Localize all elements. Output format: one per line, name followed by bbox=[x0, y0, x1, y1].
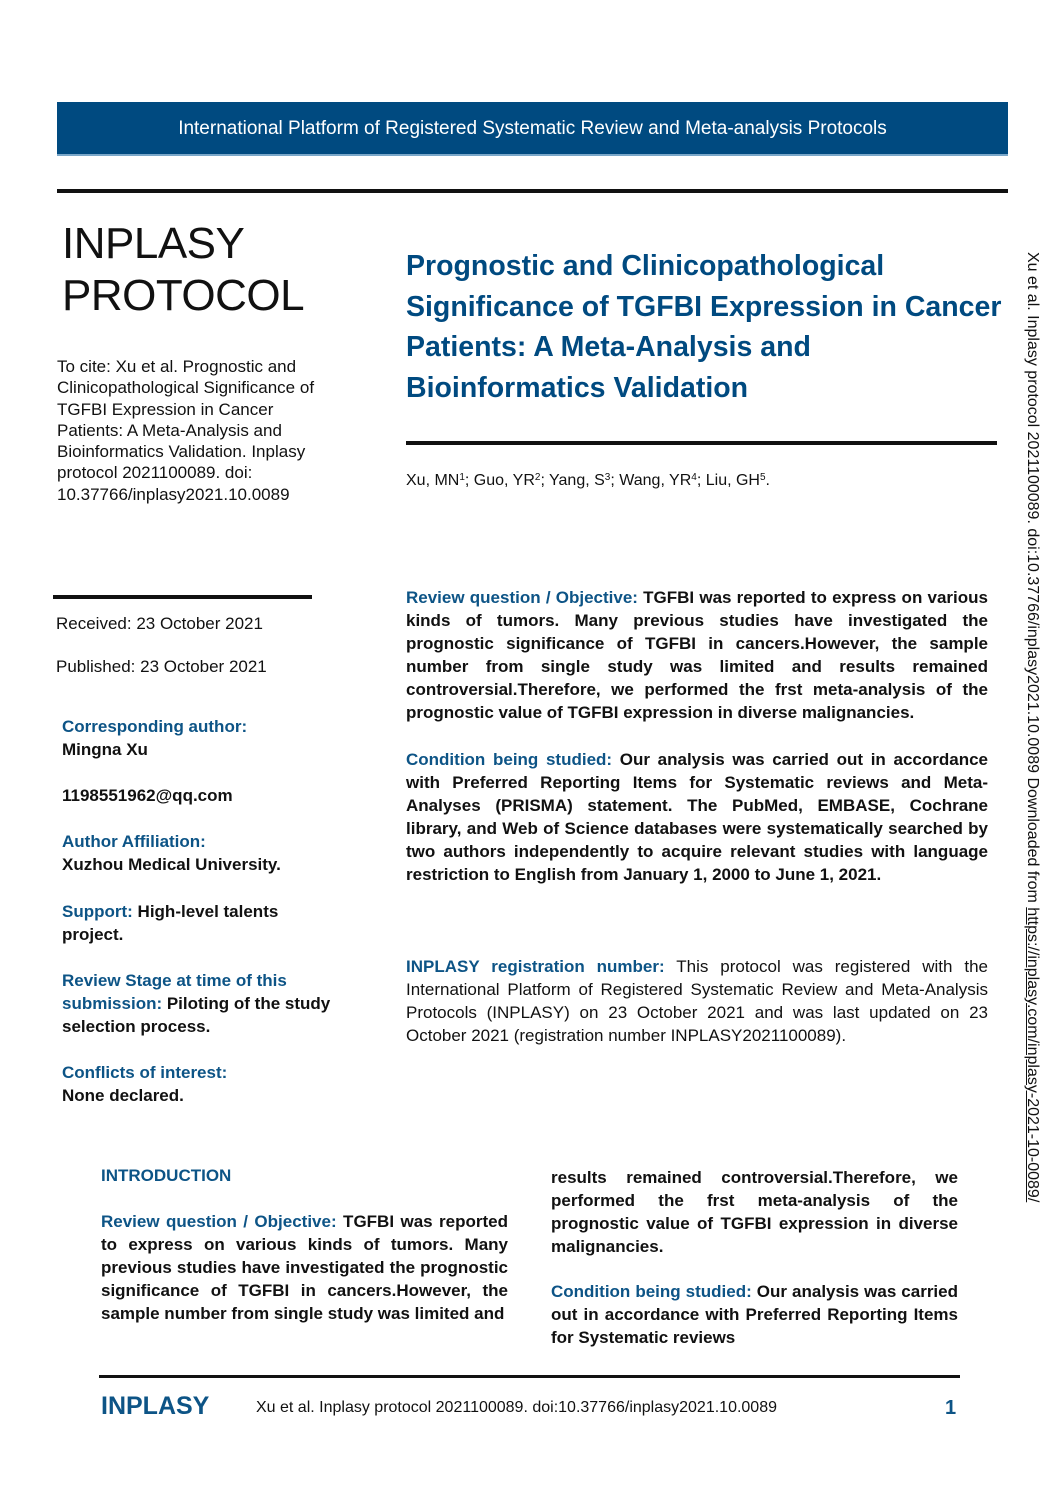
support-value: High-level talents project. bbox=[62, 902, 279, 944]
affiliation-label: Author Affiliation: bbox=[62, 832, 206, 851]
support-block bbox=[62, 900, 332, 946]
author-affiliation-number: 2 bbox=[534, 472, 541, 483]
author-name: Xu, MN bbox=[406, 472, 460, 489]
citation-text: To cite: Xu et al. Prognostic and Clinicopathological Significance of TGFBI Expression in Cancer Patients: A Meta-Analysis and Bioinformatics Validation. Inplasy protocol 2021100089. doi: 10.37766/inplasy2021.10.0089 bbox=[57, 357, 315, 504]
author-name: Liu, GH bbox=[705, 472, 760, 489]
author-affiliation-number: 4 bbox=[691, 472, 697, 483]
review-stage-label: Review Stage at time of this submission: bbox=[62, 971, 287, 1013]
conflicts-value: None declared. bbox=[62, 1086, 184, 1105]
condition-label: Condition being studied: bbox=[406, 750, 613, 769]
intro-condition-text: Our analysis was carried out in accordance with Preferred Reporting Items for Systematic reviews bbox=[551, 1282, 958, 1347]
summary-objective bbox=[406, 586, 988, 724]
summary-registration bbox=[406, 955, 988, 1047]
review-stage-block bbox=[62, 969, 332, 1038]
author-separator: . bbox=[765, 472, 770, 489]
author-affiliation-number: 1 bbox=[459, 472, 465, 483]
intro-objective-paragraph bbox=[101, 1210, 508, 1325]
conflicts-block bbox=[62, 1061, 332, 1107]
footer-brand: INPLASY bbox=[101, 1392, 210, 1420]
protocol-brand bbox=[62, 218, 304, 322]
corresponding-author-label: Corresponding author: bbox=[62, 717, 248, 736]
author-separator: ; bbox=[610, 472, 620, 489]
objective-label: Review question / Objective: bbox=[406, 588, 638, 607]
author-separator: ; bbox=[540, 472, 550, 489]
sidebar-divider bbox=[53, 595, 312, 599]
condition-text: Our analysis was carried out in accordance with Preferred Reporting Items for Systematic reviews and Meta-Analyses (PRISMA) statement. The PubMed, EMBASE, Cochrane library, and Web of Science databases were systematically searched by two authors independently to acquire relevant studies with language restriction to English from January 1, 2000 to June 1, 2021. bbox=[406, 750, 988, 884]
intro-condition-label: Condition being studied: bbox=[551, 1282, 752, 1301]
affiliation-value: Xuzhou Medical University. bbox=[62, 855, 281, 874]
brand-line-2: PROTOCOL bbox=[62, 271, 305, 320]
intro-objective-label: Review question / Objective: bbox=[101, 1212, 337, 1231]
published-date: Published: 23 October 2021 bbox=[56, 657, 267, 676]
footer-divider bbox=[99, 1375, 960, 1378]
introduction-heading: INTRODUCTION bbox=[101, 1166, 232, 1185]
conflicts-label: Conflicts of interest: bbox=[62, 1063, 228, 1082]
article-title: Prognostic and Clinicopathological Significance of TGFBI Expression in Cancer Patients: A Meta-Analysis and Bioinformatics Validation bbox=[406, 250, 1002, 404]
header-divider bbox=[57, 189, 1008, 193]
registration-text: This protocol was registered with the International Platform of Registered Systematic Review and Meta-Analysis Protocols (INPLASY) on 23 October 2021 and was last updated on 23 October 2021 (registration number INPLASY2021100089). bbox=[406, 957, 988, 1045]
registration-label: INPLASY registration number: bbox=[406, 957, 665, 976]
author-name: Wang, YR bbox=[619, 472, 692, 489]
footer-citation: Xu et al. Inplasy protocol 2021100089. doi:10.37766/inplasy2021.10.0089 bbox=[256, 1399, 777, 1416]
title-divider bbox=[406, 441, 997, 445]
author-separator: ; bbox=[696, 472, 706, 489]
review-stage-value: Piloting of the study selection process. bbox=[62, 994, 331, 1036]
author-list bbox=[406, 472, 770, 490]
author-affiliation-number: 3 bbox=[604, 472, 611, 483]
received-date: Received: 23 October 2021 bbox=[56, 614, 263, 633]
intro-objective-continued: results remained controversial.Therefore, we performed the frst meta-analysis of the prognostic value of TGFBI expression in diverse malignancies. bbox=[551, 1168, 958, 1256]
summary-condition bbox=[406, 748, 988, 886]
corresponding-author-name: Mingna Xu bbox=[62, 740, 148, 759]
corresponding-author-block bbox=[62, 715, 332, 761]
intro-objective-text: TGFBI was reported to express on various kinds of tumors. Many previous studies have investigated the prognostic significance of TGFBI in cancers.However, the sample number from single study was limited and bbox=[101, 1212, 508, 1323]
author-name: Guo, YR bbox=[473, 472, 535, 489]
author-separator: ; bbox=[464, 472, 474, 489]
watermark-link[interactable]: https://inplasy.com/inplasy-2021-10-0089/ bbox=[1024, 907, 1041, 1203]
brand-line-1: INPLASY bbox=[62, 219, 245, 268]
email-address[interactable]: 1198551962@qq.com bbox=[62, 786, 233, 805]
page-number: 1 bbox=[945, 1397, 957, 1419]
intro-condition-paragraph bbox=[551, 1280, 958, 1349]
platform-banner: International Platform of Registered Systematic Review and Meta-analysis Protocols bbox=[57, 102, 1008, 156]
author-name: Yang, S bbox=[549, 472, 605, 489]
affiliation-block bbox=[62, 830, 332, 876]
objective-text: TGFBI was reported to express on various kinds of tumors. Many previous studies have investigated the prognostic significance of TGFBI in cancers.However, the sample number from single study was limited and results remained controversial.Therefore, we performed the frst meta-analysis of the prognostic value of TGFBI expression in diverse malignancies. bbox=[406, 588, 988, 722]
support-label: Support: bbox=[62, 902, 133, 921]
author-affiliation-number: 5 bbox=[759, 472, 766, 483]
watermark-text: Xu et al. Inplasy protocol 2021100089. doi:10.37766/inplasy2021.10.0089 Downloaded from bbox=[1024, 252, 1041, 908]
